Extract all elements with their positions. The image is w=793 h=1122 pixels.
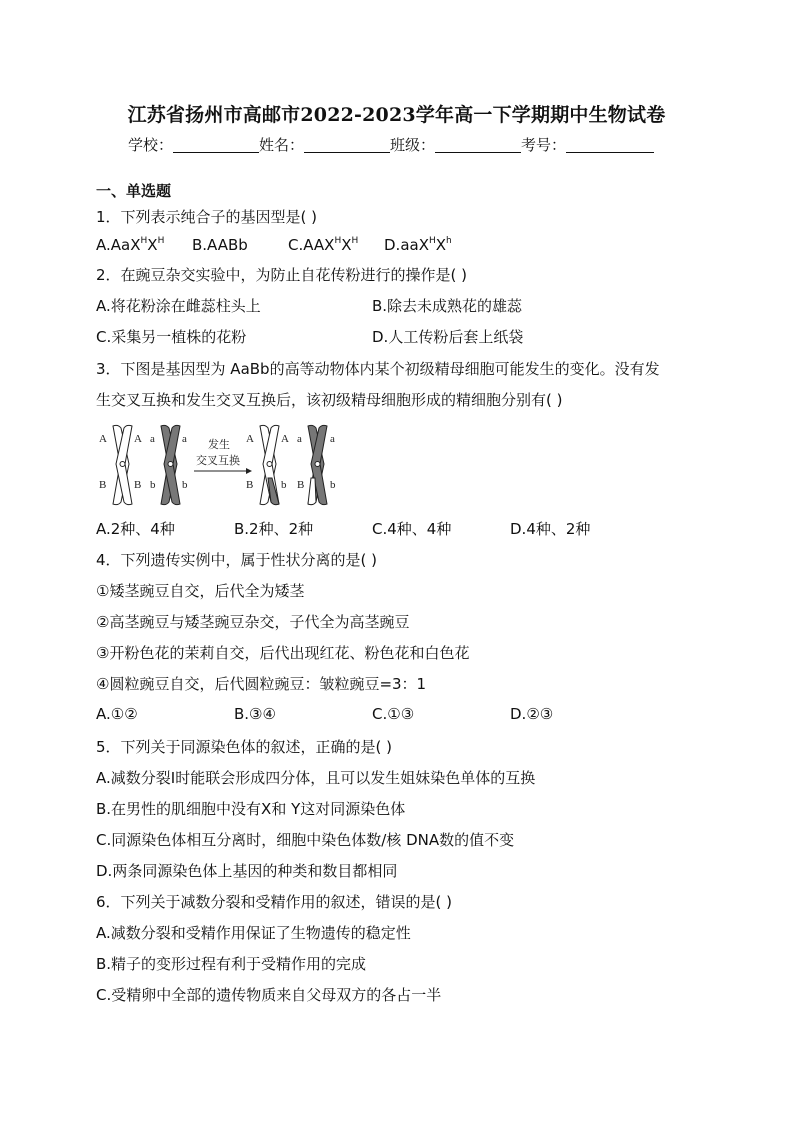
q4-option-a[interactable]: A.①②	[96, 705, 138, 723]
q5-option-b[interactable]: B.在男性的肌细胞中没有X和 Y这对同源染色体	[96, 800, 406, 818]
gene-label: A	[281, 433, 289, 445]
q1-c-sup2: H	[351, 236, 359, 246]
number-blank[interactable]	[566, 138, 654, 153]
gene-label: b	[150, 479, 156, 491]
q4-option-d[interactable]: D.②③	[510, 705, 554, 723]
q4-option-c[interactable]: C.①③	[372, 705, 415, 723]
q4-statement-3: ③开粉色花的茉莉自交，后代出现红花、粉色花和白色花	[96, 644, 470, 662]
chromosome-gray-left	[161, 425, 180, 504]
q4-statement-2: ②高茎豌豆与矮茎豌豆杂交，子代全为高茎豌豆	[96, 613, 410, 631]
q1-d-text: D.aaX	[384, 236, 429, 254]
gene-label: A	[246, 433, 254, 445]
name-label: 姓名：	[259, 136, 305, 154]
q1-options	[96, 236, 496, 256]
section-heading: 一、单选题	[96, 182, 172, 200]
gene-label: b	[281, 479, 287, 491]
gene-label: A	[134, 433, 142, 445]
gene-label: A	[99, 433, 107, 445]
q1-d-sup2: h	[446, 236, 452, 246]
number-label: 考号：	[521, 136, 567, 154]
school-label: 学校：	[128, 136, 174, 154]
q5-option-a[interactable]: A.减数分裂Ⅰ时能联会形成四分体，且可以发生姐妹染色单体的互换	[96, 769, 536, 787]
q1-stem: 1．下列表示纯合子的基因型是( )	[96, 208, 318, 226]
q1-option-c[interactable]	[288, 236, 358, 254]
q4-option-b[interactable]: B.③④	[234, 705, 276, 723]
q2-option-d[interactable]: D.人工传粉后套上纸袋	[372, 328, 524, 346]
gene-label: a	[182, 433, 187, 445]
student-info-row	[128, 134, 654, 155]
q5-option-d[interactable]: D.两条同源染色体上基因的种类和数目都相同	[96, 862, 398, 880]
class-label: 班级：	[390, 136, 436, 154]
q1-c-sup1: H	[334, 236, 342, 246]
q1-c-text: C.AAX	[288, 236, 335, 254]
q4-statement-4: ④圆粒豌豆自交，后代圆粒豌豆：皱粒豌豆=3：1	[96, 675, 427, 693]
q1-c-mid: X	[341, 236, 352, 254]
crossing-over-figure	[96, 420, 356, 510]
gene-label: B	[246, 479, 254, 491]
name-blank[interactable]	[304, 138, 390, 153]
gene-label: B	[99, 479, 107, 491]
q3-stem-line1: 3．下图是基因型为 AaBb的高等动物体内某个初级精母细胞可能发生的变化。没有发	[96, 360, 660, 378]
q6-option-b[interactable]: B.精子的变形过程有利于受精作用的完成	[96, 955, 367, 973]
q6-option-a[interactable]: A.减数分裂和受精作用保证了生物遗传的稳定性	[96, 924, 411, 942]
q3-option-b[interactable]: B.2种、2种	[234, 520, 314, 538]
q3-option-d[interactable]: D.4种、2种	[510, 520, 591, 538]
class-blank[interactable]	[435, 138, 521, 153]
gene-label: a	[330, 433, 335, 445]
gene-label: a	[150, 433, 155, 445]
q1-option-d[interactable]	[384, 236, 452, 254]
arrow-label-top: 发生	[208, 438, 230, 451]
q5-stem: 5．下列关于同源染色体的叙述，正确的是( )	[96, 738, 393, 756]
q1-a-sup1: H	[140, 236, 148, 246]
q1-d-sup1: H	[428, 236, 436, 246]
q3-option-c[interactable]: C.4种、4种	[372, 520, 452, 538]
q1-a-sup2: H	[157, 236, 165, 246]
chromosome-white-left	[113, 425, 132, 504]
q1-a-mid: X	[147, 236, 158, 254]
q1-d-mid: X	[435, 236, 447, 254]
q4-statement-1: ①矮茎豌豆自交，后代全为矮茎	[96, 582, 305, 600]
q6-option-c[interactable]: C.受精卵中全部的遗传物质来自父母双方的各占一半	[96, 986, 442, 1004]
q3-option-a[interactable]: A.2种、4种	[96, 520, 175, 538]
gene-label: b	[330, 479, 336, 491]
arrow-icon	[194, 468, 252, 474]
gene-label: b	[182, 479, 188, 491]
chromosome-white-right	[260, 425, 279, 504]
q4-stem: 4．下列遗传实例中，属于性状分离的是( )	[96, 551, 378, 569]
q2-option-a[interactable]: A.将花粉涂在雌蕊柱头上	[96, 297, 261, 315]
page-title: 江苏省扬州市高邮市2022-2023学年高一下学期期中生物试卷	[127, 104, 666, 126]
q1-a-text: A.AaX	[96, 236, 141, 254]
gene-label: B	[134, 479, 142, 491]
q2-option-b[interactable]: B.除去未成熟花的雄蕊	[372, 297, 523, 315]
q3-stem-line2: 生交叉互换和发生交叉互换后，该初级精母细胞形成的精细胞分别有( )	[96, 391, 563, 409]
chromosome-gray-right	[308, 425, 327, 504]
arrow-label-bottom: 交叉互换	[196, 454, 240, 467]
gene-label: B	[297, 479, 305, 491]
school-blank[interactable]	[173, 138, 259, 153]
q1-option-a[interactable]	[96, 236, 164, 254]
gene-label: a	[297, 433, 302, 445]
q5-option-c[interactable]: C.同源染色体相互分离时，细胞中染色体数/核 DNA数的值不变	[96, 831, 515, 849]
q6-stem: 6．下列关于减数分裂和受精作用的叙述，错误的是( )	[96, 893, 453, 911]
q2-option-c[interactable]: C.采集另一植株的花粉	[96, 328, 247, 346]
q1-option-b[interactable]: B.AABb	[192, 236, 248, 254]
q2-stem: 2．在豌豆杂交实验中，为防止自花传粉进行的操作是( )	[96, 266, 468, 284]
